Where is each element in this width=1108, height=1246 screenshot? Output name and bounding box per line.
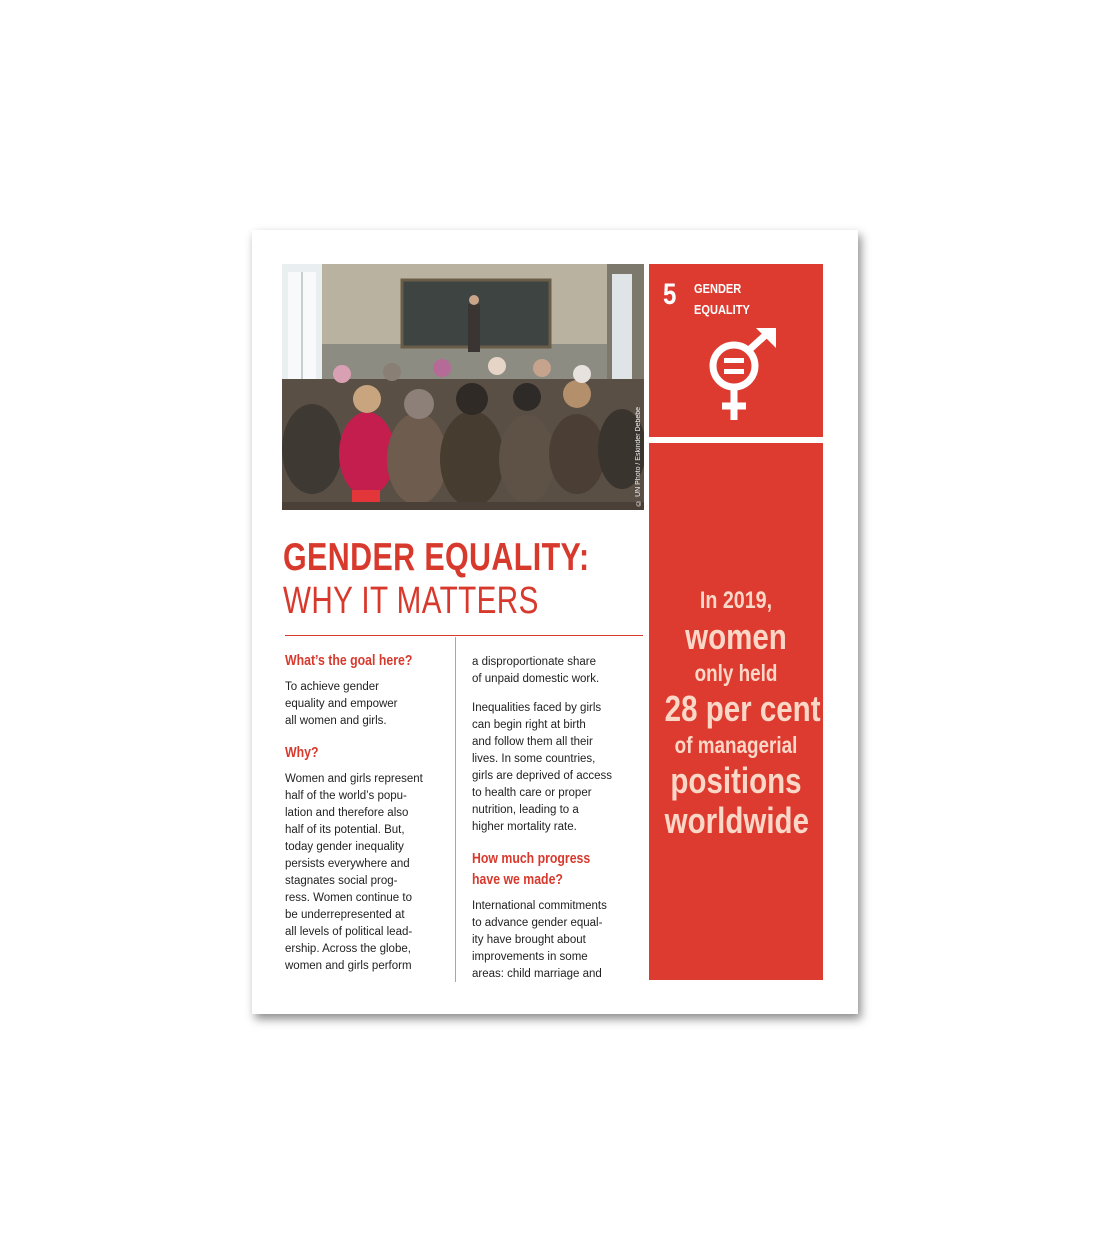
heading-progress-line2: have we made? [472,871,563,888]
text-line: lives. In some countries, [472,753,596,765]
text-line: ress. Women continue to [285,892,412,904]
paragraph-unpaid-work [472,654,642,688]
text-line: a disproportionate share [472,656,597,668]
text-line: all levels of political lead- [285,926,413,938]
sdg-number: 5 [663,278,677,311]
text-line: persists everywhere and [285,858,410,870]
stat-line-5: of managerial [674,732,798,758]
column-divider [455,637,456,982]
classroom-photo-illustration [282,264,644,510]
heading-why: Why? [285,744,319,761]
text-line: and follow them all their [472,736,593,748]
sdg-name-line1: GENDER [694,281,742,296]
text-line: all women and girls. [285,715,387,727]
text-line: half of the world’s popu- [285,790,407,802]
text-line: of unpaid domestic work. [472,673,600,685]
title-sub: WHY IT MATTERS [283,580,539,622]
text-column-2 [472,654,642,983]
sdg-name-line2: EQUALITY [694,302,750,317]
text-line: Women and girls represent [285,773,423,785]
text-line: ership. Across the globe, [285,943,411,955]
paragraph-inequalities [472,700,642,836]
text-line: ity have brought about [472,934,586,946]
text-line: to advance gender equal- [472,917,603,929]
text-line: stagnates social prog- [285,875,398,887]
stat-line-3: only held [694,660,778,686]
sdg-name [694,278,750,320]
stat-line-6: positions [670,760,802,801]
text-line: higher mortality rate. [472,821,577,833]
heading-progress [472,848,611,890]
text-line: International commitments [472,900,607,912]
title-main: GENDER EQUALITY: [283,536,590,579]
classroom-photo [282,264,644,510]
text-line: women and girls perform [285,960,412,972]
gender-equality-icon [704,328,780,424]
text-line: today gender inequality [285,841,404,853]
text-line: half of its potential. But, [285,824,405,836]
text-line: Inequalities faced by girls [472,702,602,714]
title-divider [285,635,643,636]
stat-line-7: worldwide [664,800,809,841]
photo-credit: © UN Photo / Eskinder Debebe [635,407,642,506]
sdg-goal-tile [649,264,823,437]
fact-sheet-page [252,230,858,1014]
heading-progress-line1: How much progress [472,850,591,867]
text-line: girls are deprived of access [472,770,612,782]
text-line: areas: child marriage and [472,968,602,980]
text-line: to health care or proper [472,787,592,799]
stat-line-1: In 2019, [699,587,773,614]
page-title [283,536,590,622]
stat-line-4: 28 per cent [664,688,821,729]
statistic-panel [649,443,823,980]
text-line: nutrition, leading to a [472,804,579,816]
stat-line-2: women [685,616,787,657]
text-line: lation and therefore also [285,807,409,819]
paragraph-progress [472,898,642,983]
text-column-1 [285,650,455,975]
heading-goal: What’s the goal here? [285,652,413,669]
paragraph-why [285,771,455,975]
paragraph-goal [285,679,455,730]
text-line: equality and empower [285,698,398,710]
text-line: To achieve gender [285,681,379,693]
text-line: be underrepresented at [285,909,405,921]
text-line: improvements in some [472,951,588,963]
text-line: can begin right at birth [472,719,586,731]
